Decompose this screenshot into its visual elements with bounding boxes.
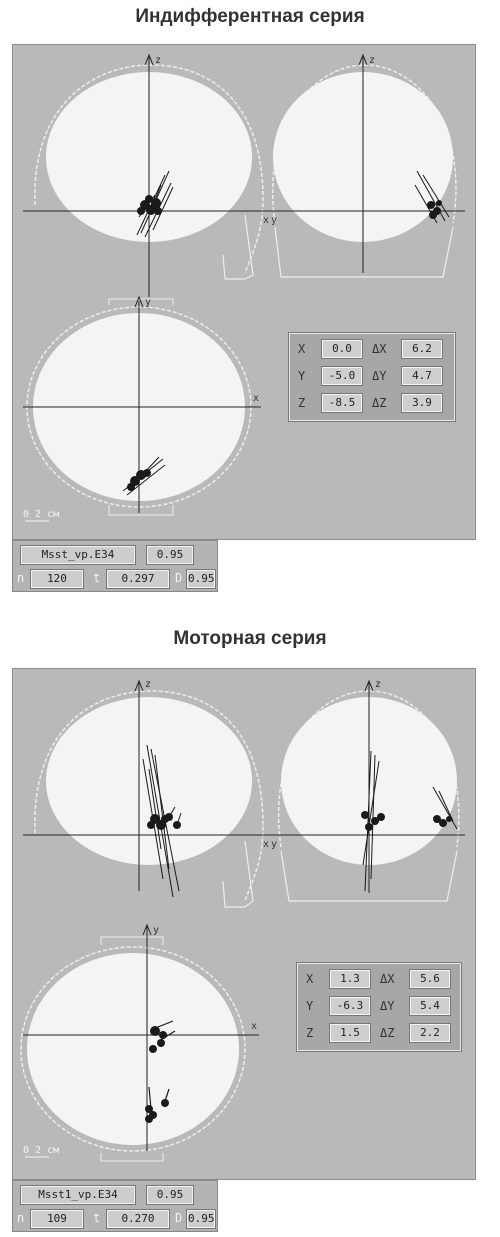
axis-y-label: y	[271, 215, 278, 226]
file-name-field[interactable]: Msst1_vp.E34	[21, 1186, 135, 1204]
axis-z-label: z	[145, 679, 152, 690]
scale-label: 0 2 см	[23, 1145, 60, 1156]
t-label: t	[93, 1211, 101, 1225]
x-label: X	[306, 972, 314, 986]
axial-view	[21, 925, 259, 1161]
axis-x-label: x	[253, 393, 260, 404]
z-value: 1.5	[330, 1024, 370, 1042]
coordinates-readout	[297, 963, 461, 1051]
dy-label: ΔY	[372, 369, 387, 383]
z-value: -8.5	[322, 394, 362, 412]
coronal-view	[268, 55, 465, 277]
axis-z-label: z	[155, 55, 162, 66]
series-title-indifferent: Индифферентная серия	[135, 6, 365, 27]
t-label: t	[93, 571, 101, 585]
t-field[interactable]: 0.297	[107, 570, 169, 588]
y-label: Y	[298, 369, 306, 383]
dx-value: 5.6	[410, 970, 450, 988]
coordinates-readout	[289, 333, 455, 421]
dz-value: 3.9	[402, 394, 442, 412]
sagittal-view	[23, 55, 278, 297]
n-field[interactable]: 120	[31, 570, 83, 588]
sagittal-view	[23, 679, 278, 907]
file-name-field[interactable]: Msst_vp.E34	[21, 546, 135, 564]
n-label: n	[17, 571, 25, 585]
coronal-view	[271, 679, 465, 901]
z-label: Z	[298, 396, 306, 410]
axis-z-label: z	[375, 679, 382, 690]
y-value: -6.3	[330, 997, 370, 1015]
value-field[interactable]: 0.95	[147, 1186, 193, 1204]
d-field[interactable]: 0.95	[187, 1210, 215, 1228]
series-title-motor: Моторная серия	[173, 628, 327, 649]
dz-label: ΔZ	[380, 1026, 395, 1040]
z-label: Z	[306, 1026, 314, 1040]
dy-label: ΔY	[380, 999, 395, 1013]
dy-value: 5.4	[410, 997, 450, 1015]
dipole-panel-motor	[12, 668, 476, 1180]
dy-value: 4.7	[402, 367, 442, 385]
axis-y-label: y	[153, 925, 160, 936]
status-bar-motor	[12, 1180, 218, 1232]
x-value: 0.0	[322, 340, 362, 358]
t-field[interactable]: 0.270	[107, 1210, 169, 1228]
dipole-projections-motor	[13, 669, 475, 1179]
dipole-projections-indifferent	[13, 45, 475, 539]
n-label: n	[17, 1211, 25, 1225]
d-label: D	[175, 1211, 183, 1225]
axis-x-label: x	[251, 1021, 258, 1032]
scale-label: 0 2 см	[23, 509, 60, 520]
axis-y-label: y	[271, 839, 278, 850]
x-value: 1.3	[330, 970, 370, 988]
dx-label: ΔX	[380, 972, 395, 986]
dipole-panel-indifferent	[12, 44, 476, 540]
axis-x-label: x	[263, 839, 270, 850]
dx-value: 6.2	[402, 340, 442, 358]
axial-view	[23, 297, 261, 521]
dx-label: ΔX	[372, 342, 387, 356]
dz-value: 2.2	[410, 1024, 450, 1042]
dz-label: ΔZ	[372, 396, 387, 410]
axis-z-label: z	[369, 55, 376, 66]
value-field[interactable]: 0.95	[147, 546, 193, 564]
x-label: X	[298, 342, 306, 356]
y-value: -5.0	[322, 367, 362, 385]
status-bar-indifferent	[12, 540, 218, 592]
axis-y-label: y	[145, 297, 152, 308]
y-label: Y	[306, 999, 314, 1013]
axis-x-label: x	[263, 215, 270, 226]
d-field[interactable]: 0.95	[187, 570, 215, 588]
n-field[interactable]: 109	[31, 1210, 83, 1228]
d-label: D	[175, 571, 183, 585]
